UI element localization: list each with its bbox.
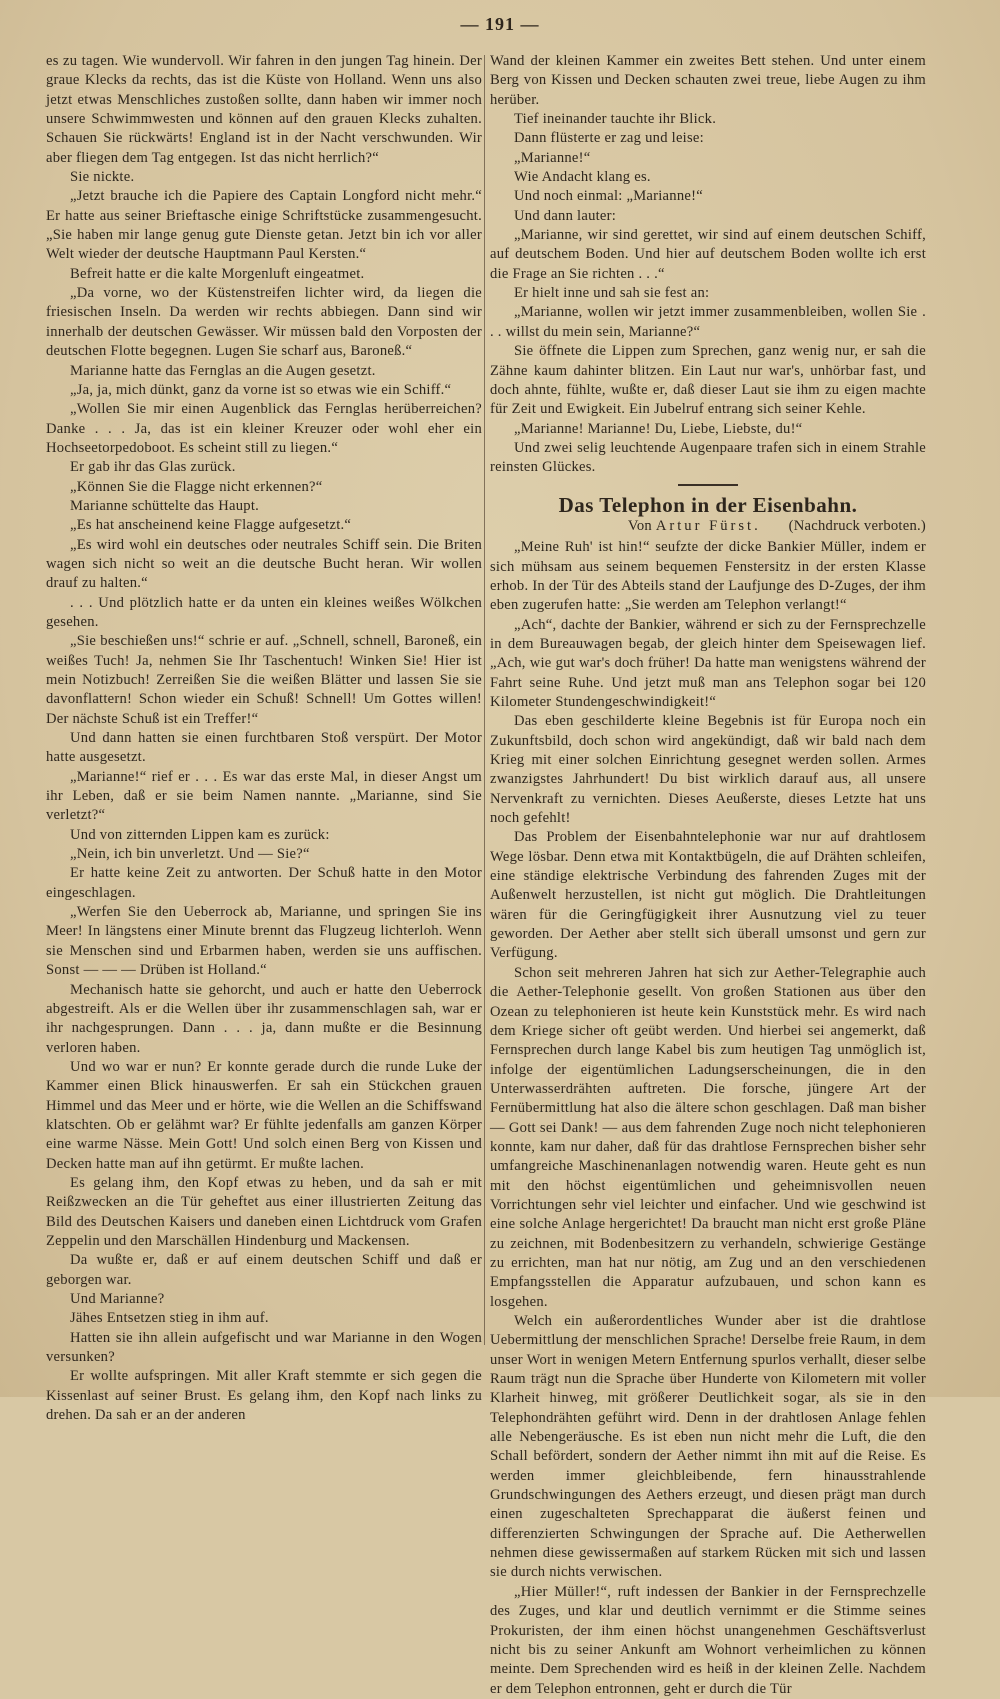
paragraph: Da wußte er, daß er auf einem deutschen Schiff und daß er geborgen war. <box>46 1252 482 1288</box>
paragraph: . . . Und plötzlich hatte er da unten ein kleines weißes Wölkchen gesehen. <box>46 594 482 630</box>
paragraph: Befreit hatte er die kalte Morgenluft eingeatmet. <box>70 265 365 282</box>
paragraph: Und dann hatten sie einen furchtbaren Stoß verspürt. Der Motor hatte ausgesetzt. <box>46 730 482 766</box>
paragraph: „Es hat anscheinend keine Flagge aufgesetzt.“ <box>70 517 352 534</box>
article-body <box>490 538 926 1699</box>
paragraph: Und wo war er nun? Er konnte gerade durch die runde Luke der Kammer einen Blick hinauswerfen. Er sah ein Stückchen grauen Himmel und das Meer und er hörte, wie die Wellen an die Schiffswand klatschten. Ob er gelähmt war? Er fühlte jedenfalls am ganzen Körper eine warme Nässe. Mein Gott! Und solch einen Berg von Kissen und Decken hatte man auf ihn getürmt. Er mußte lachen. <box>46 1058 482 1172</box>
paragraph: „Es wird wohl ein deutsches oder neutrales Schiff sein. Die Briten wagen sich nicht so weit an die deutsche Bucht heran. Wir wollen drauf zu halten.“ <box>46 536 482 592</box>
right-column <box>490 52 926 1699</box>
paragraph: „Können Sie die Flagge nicht erkennen?“ <box>70 478 323 495</box>
article-author: Artur Fürst. <box>655 517 761 534</box>
paragraph: Das Problem der Eisenbahntelephonie war nur auf drahtlosem Wege lösbar. Denn etwa mit Kontaktbügeln, die auf Drähten schleifen, eine ständige elektrische Verbindung des fahrenden Zuges mit der Außenwelt herzustellen, ist nicht gut möglich. Die Drahtleitungen wären für die Geringfügigkeit ihrer Ausnutzung viel zu teuer geworden. Der Aether aber stellt sich überall umsonst und gern zur Verfügung. <box>490 829 926 962</box>
paragraph: Und von zitternden Lippen kam es zurück: <box>70 826 330 843</box>
paragraph: Sie nickte. <box>70 169 135 186</box>
paragraph: Er gab ihr das Glas zurück. <box>70 459 236 476</box>
paragraph: Und dann lauter: <box>514 207 617 224</box>
paragraph: Welch ein außerordentliches Wunder aber ist die drahtlose Uebermittlung der menschlichen Sprache! Derselbe freie Raum, in dem unser Wort in wenigen Metern Entfernung spurlos verhallt, dieser selbe Raum trägt nun die Sprache über Hunderte von Kilometern mit voller Klarheit hinweg, mit größerer Deutlichkeit sogar, als sie in den Telephondrähten geführt wird. Denn in der drahtlosen Anlage fehlen alle Nebengeräusche. Es ist eben nun nicht mehr die Luft, die den Schall befördert, sondern der Aether nimmt ihn mit auf die Reise. Es werden immer gleichbleibende, fern hinausstrahlende Grundschwingungen des Aethers erzeugt, und diesen prägt man durch einen zugeschalteten Sprechapparat die äußerst feinen und differenzierten Schwingungen der Sprache auf. Die Aetherwellen nehmen diese gewissermaßen auf starkem Rücken mit sich und lassen sie durch nichts verwischen. <box>490 1313 926 1581</box>
paragraph: „Hier Müller!“, ruft indessen der Bankier in der Fernsprechzelle des Zuges, und klar und deutlich vernimmt er die Stimme seines Prokuristen, der ihm einen höchst unangenehmen Geschäftsverlust nicht bis zu seiner Ankunft am Wohnort verheimlichen zu können meinte. Dem Sprechenden wird es heiß in der kleinen Zelle. Nachdem er dem Telephon entronnen, geht er durch die Tür <box>490 1583 926 1697</box>
paragraph: Jähes Entsetzen stieg in ihm auf. <box>70 1310 269 1327</box>
paragraph: „Ach“, dachte der Bankier, während er sich zu der Fernsprechzelle in dem Bureauwagen begab, der gleich hinter dem Speisewagen lief. „Ach, wie gut war's doch früher! Da hatte man wenigstens während der Fahrt seine Ruhe. Und jetzt muß man ans Telephon sogar bei 120 Kilometer Stundengeschwindigkeit!“ <box>490 616 926 710</box>
paragraph: Wand der kleinen Kammer ein zweites Bett stehen. Und unter einem Berg von Kissen und Decken schauten zwei treue, liebe Augen zu ihm herüber. <box>490 53 926 108</box>
paragraph: „Meine Ruh' ist hin!“ seufzte der dicke Bankier Müller, indem er sich mühsam aus seinem bequemen Fenstersitz in der ersten Klasse erhob. In der Tür des Abteils stand der Laufjunge des D-Zuges, der ihm eben zugerufen hatte: „Sie werden am Telephon verlangt!“ <box>490 539 926 614</box>
paragraph: „Sie beschießen uns!“ schrie er auf. „Schnell, schnell, Baroneß, ein weißes Tuch! Ja, nehmen Sie Ihr Taschentuch! Winken Sie! Hier ist mein Notizbuch! Zerreißen Sie die weißen Blätter und lassen Sie sie davonflattern! Schon wieder ein Schuß! Schnell! Um Gottes willen! Der nächste Schuß ist ein Treffer!“ <box>46 633 482 727</box>
section-divider <box>678 484 738 486</box>
paragraph: „Nein, ich bin unverletzt. Und — Sie?“ <box>70 846 310 863</box>
paragraph: „Marianne, wir sind gerettet, wir sind auf einem deutschen Schiff, auf deutschem Boden. Und hier auf deutschem Boden wollte ich erst die Frage an Sie richten . . .“ <box>490 227 926 282</box>
paragraph: Hatten sie ihn allein aufgefischt und war Marianne in den Wogen versunken? <box>46 1329 482 1366</box>
paragraph: Er hielt inne und sah sie fest an: <box>514 285 710 302</box>
paragraph: Schon seit mehreren Jahren hat sich zur Aether-Telegraphie auch die Aether-Telephonie gesellt. Von großen Stationen aus über den Ozean zu telephonieren ist heute kein Kunststück mehr. Es wird nach dem Kriege sicher oft geübt werden. Und hierbei sei angemerkt, daß Fernsprechen durch lange Kabel bis zum heutigen Tag unmöglich ist, infolge der eigentümlichen Ladungserscheinungen, die in den Unterwasserdrähten auftreten. Die forsche, jüngere Art der Fernübermittlung hat also die ältere schon geschlagen. Daß man bisher — Gott sei Dank! — aus dem fahrenden Zuge noch nicht telephonieren konnte, kam nur daher, daß für das drahtlose Fernsprechen bisher sehr umfangreiche Maschinenanlagen notwendig waren. Heute geht es nun mit den höchst eigentümlichen und geheimnisvollen neuen Vorrichtungen sehr viel leichter und einfacher. Und wie geschwind ist eine solche Anlage hergerichtet! Da braucht man nicht erst große Pläne zu zeichnen, mit Bodenbesitzern zu verhandeln, schwierige Gestänge zu errichten, man hat nur nötig, am Zug und an den verschiedenen Empfangsstellen die Apparatur aufzubauen, und schon kann es losgehen. <box>490 964 926 1310</box>
left-column-story <box>46 52 482 1425</box>
paragraph: Er hatte keine Zeit zu antworten. Der Schuß hatte in den Motor eingeschlagen. <box>46 865 482 901</box>
paragraph: „Marianne!“ rief er . . . Es war das erste Mal, in dieser Angst um ihr Leben, daß er sie beim Namen nannte. „Marianne, sind Sie verletzt?“ <box>46 768 482 824</box>
paragraph: Mechanisch hatte sie gehorcht, und auch er hatte den Ueberrock abgestreift. Als er die Wellen über ihr zusammenschlagen sah, war er ihr nachgesprungen. Dann . . . ja, dann mußte er die Besinnung verloren haben. <box>46 981 482 1056</box>
story-continuation <box>490 52 926 478</box>
paragraph: Marianne schüttelte das Haupt. <box>70 497 260 514</box>
paragraph: Dann flüsterte er zag und leise: <box>514 130 704 147</box>
paragraph: Marianne hatte das Fernglas an die Augen gesetzt. <box>70 362 376 379</box>
paragraph: Tief ineinander tauchte ihr Blick. <box>514 111 717 128</box>
paragraph: Und Marianne? <box>70 1291 165 1307</box>
paragraph: „Marianne, wollen wir jetzt immer zusammenbleiben, wollen Sie . . . willst du mein sein, Marianne?“ <box>490 304 926 340</box>
reprint-notice: (Nachdruck verboten.) <box>788 517 926 534</box>
paragraph: Es gelang ihm, den Kopf etwas zu heben, und da sah er mit Reißzwecken an die Tür geheftet aus einer illustrierten Zeitung das Bild des Deutschen Kaisers und daneben einen Lichtdruck vom Grafen Zeppelin und den Marschällen Hindenburg und Mackensen. <box>46 1174 482 1249</box>
paragraph: Er wollte aufspringen. Mit aller Kraft stemmte er sich gegen die Kissenlast auf seiner Brust. Es gelang ihm, den Kopf nach links zu drehen. Da sah er an der anderen <box>46 1368 482 1424</box>
paragraph: Und noch einmal: „Marianne!“ <box>514 188 703 205</box>
paragraph: Das eben geschilderte kleine Begebnis ist für Europa noch ein Zukunftsbild, doch schon wird angekündigt, daß wir bald nach dem Krieg mit einer solchen Einrichtung gesegnet werden sollen. Armes zwanzigstes Jahrhundert! Du bist wirklich darauf aus, all unsere Nervenkraft zu vernichten. Dieses Aeußerste, dieses Letzte hat uns noch gefehlt! <box>490 713 926 827</box>
paragraph: „Ja, ja, mich dünkt, ganz da vorne ist so etwas wie ein Schiff.“ <box>70 381 452 398</box>
article-title: Das Telephon in der Eisenbahn. <box>558 492 858 517</box>
column-divider <box>484 55 485 1345</box>
paragraph: Sie öffnete die Lippen zum Sprechen, ganz wenig nur, er sah die Zähne kaum dahinter blitzen. Ein Laut nur war's, unhörbar fast, und doch ahnte, fühlte, wußte er, daß dieser Laut sie ihm zu eigen machte für Zeit und Ewigkeit. Ein Jubelruf entrang sich seiner Kehle. <box>490 343 926 418</box>
paragraph: „Jetzt brauche ich die Papiere des Captain Longford nicht mehr.“ Er hatte aus seiner Brieftasche einige Schriftstücke zusammengesucht. „Sie haben mir lange genug gute Dienste getan. Jetzt bin ich vor aller Welt wieder der deutsche Hauptmann Paul Kersten.“ <box>46 188 482 263</box>
article-byline <box>490 517 926 536</box>
paragraph: „Werfen Sie den Ueberrock ab, Marianne, und springen Sie ins Meer! In längstens einer Minute brennt das Flugzeug lichterloh. Wenn sie Menschen sind und Erbarmen haben, werden sie uns auffischen. Sonst — — — Drüben ist Holland.“ <box>46 904 482 979</box>
paragraph: Und zwei selig leuchtende Augenpaare trafen sich in einem Strahle reinsten Glückes. <box>490 439 926 476</box>
paragraph: Wie Andacht klang es. <box>514 169 651 186</box>
paragraph: „Wollen Sie mir einen Augenblick das Fernglas herüberreichen? Danke . . . Ja, das ist ein kleiner Kreuzer oder wohl eher ein Hochseetorpedoboot. Es scheint still zu liegen.“ <box>46 401 482 456</box>
paragraph: „Marianne!“ <box>514 149 591 166</box>
page-number: — 191 — <box>460 14 540 34</box>
paragraph: es zu tagen. Wie wundervoll. Wir fahren in den jungen Tag hinein. Der graue Klecks da rechts, das ist die Küste von Holland. Wenn uns also jetzt etwas Menschliches zustoßen sollte, dann haben wir immer noch unsere Schwimmwesten und können auf den grauen Klecks zuhalten. Schauen Sie rückwärts! England ist in der Nacht verschwunden. Wir aber fliegen dem Tag entgegen. Ist das nicht herrlich?“ <box>46 53 482 166</box>
paragraph: „Da vorne, wo der Küstenstreifen lichter wird, da liegen die friesischen Inseln. Da werden wir rechts abbiegen. Dann sind wir innerhalb der deutschen Gewässer. Wir müssen bald den Vorposten der deutschen Flotte begegnen. Lugen Sie scharf aus, Baroneß.“ <box>46 285 482 360</box>
byline-prefix: Von <box>627 517 652 534</box>
paragraph: „Marianne! Marianne! Du, Liebe, Liebste, du!“ <box>514 420 803 437</box>
